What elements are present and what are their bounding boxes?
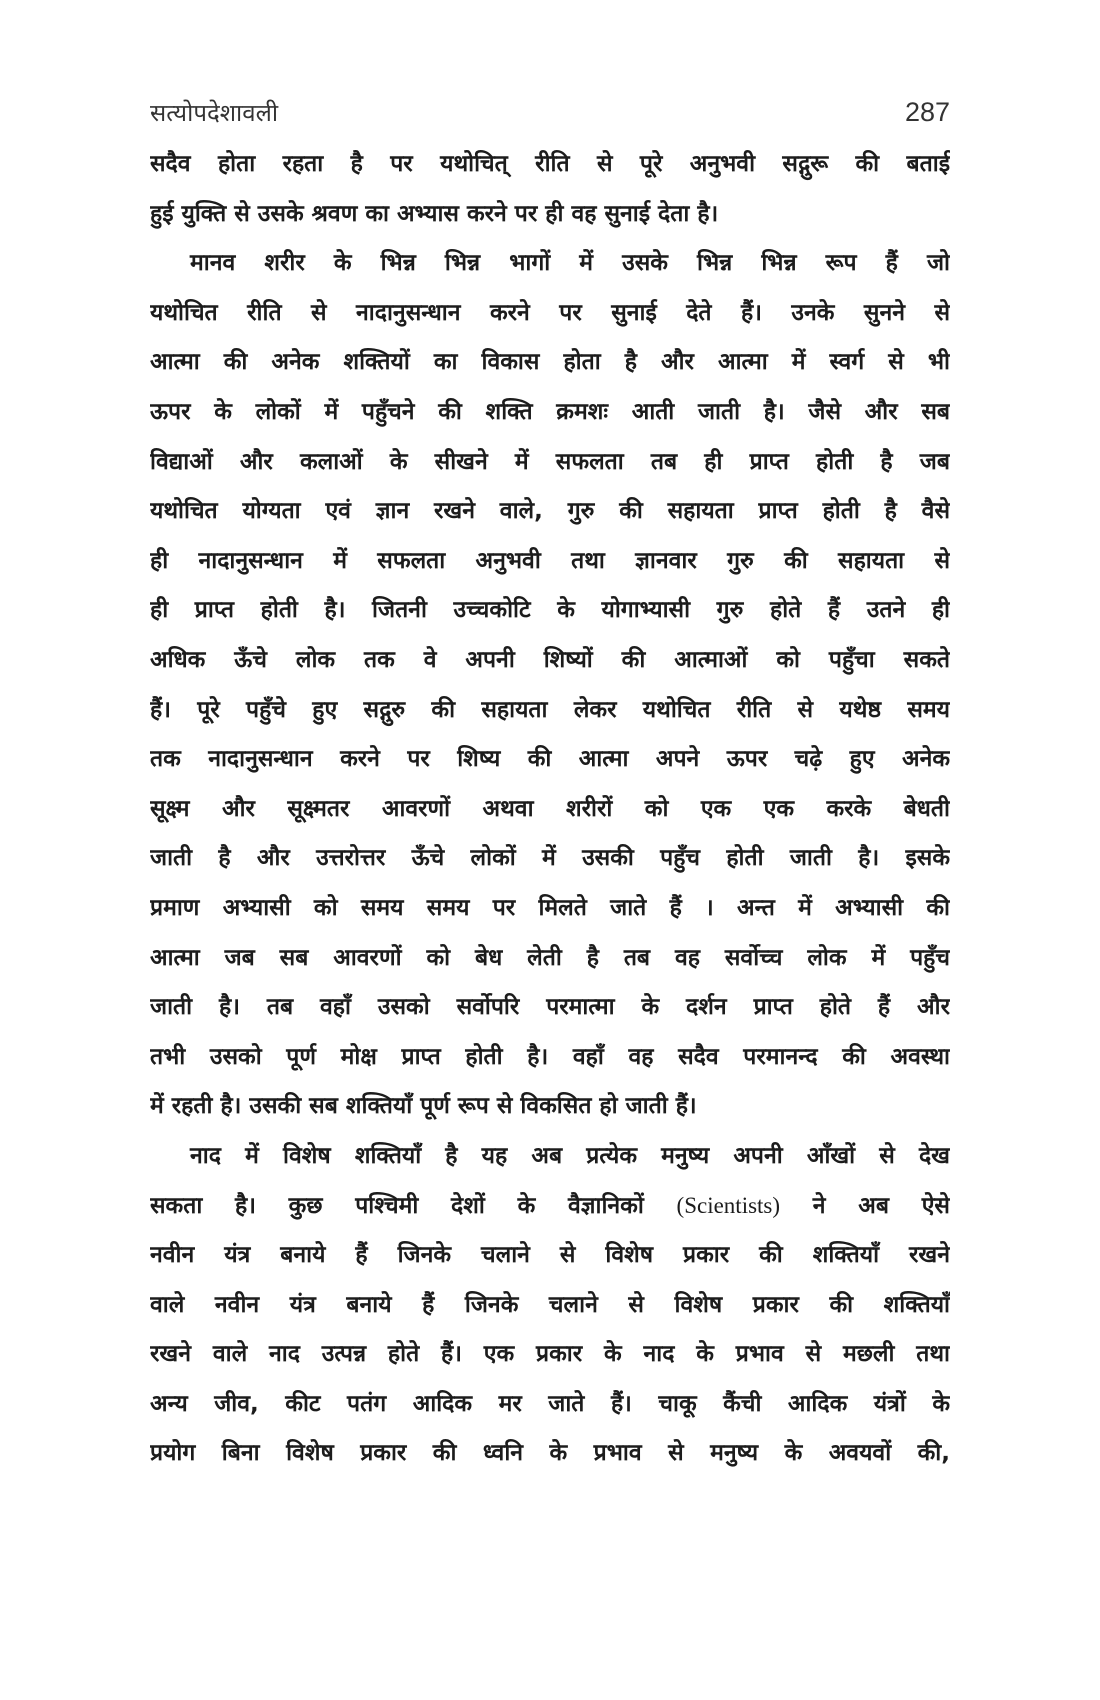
text-line: ही नादानुसन्धान में सफलता अनुभवी तथा ज्ञानवार गुरु की सहायता से [150,547,950,574]
latin-term: (Scientists) [676,1193,781,1219]
text-line: अधिक ऊँचे लोक तक वे अपनी शिष्यों की आत्माओं को पहुँचा सकते [150,646,950,673]
text-line: वाले नवीन यंत्र बनाये हैं जिनके चलाने से विशेष प्रकार की शक्तियाँ [150,1291,950,1318]
text-line: सूक्ष्म और सूक्ष्मतर आवरणों अथवा शरीरों को एक एक करके बेधती [150,795,950,822]
text-line: रखने वाले नाद उत्पन्न होते हैं। एक प्रकार के नाद के प्रभाव से मछली तथा [150,1341,950,1368]
text-line: हुई युक्ति से उसके श्रवण का अभ्यास करने पर ही वह सुनाई देता है। [150,200,719,227]
text-line: विद्याओं और कलाओं के सीखने में सफलता तब ही प्राप्त होती है जब [150,448,950,475]
text-line: तक नादानुसन्धान करने पर शिष्य की आत्मा अपने ऊपर चढ़े हुए अनेक [150,746,950,773]
text-line: जाती है। तब वहाँ उसको सर्वोपरि परमात्मा के दर्शन प्राप्त होते हैं और [150,994,950,1021]
text-segment: ने अब ऐसे [812,1193,950,1220]
text-line: यथोचित रीति से नादानुसन्धान करने पर सुनाई देते हैं। उनके सुनने से [150,299,950,326]
text-line: यथोचित योग्यता एवं ज्ञान रखने वाले, गुरु की सहायता प्राप्त होती है वैसे [150,498,950,525]
text-line: नवीन यंत्र बनाये हैं जिनके चलाने से विशेष प्रकार की शक्तियाँ रखने [150,1242,950,1269]
text-line: ऊपर के लोकों में पहुँचने की शक्ति क्रमशः आती जाती है। जैसे और सब [150,398,950,425]
text-line: सदैव होता रहता है पर यथोचित् रीति से पूरे अनुभवी सद्गुरू की बताई [150,151,950,177]
text-line: तभी उसको पूर्ण मोक्ष प्राप्त होती है। वहाँ वह सदैव परमानन्द की अवस्था [150,1043,950,1070]
text-line: प्रयोग बिना विशेष प्रकार की ध्वनि के प्रभाव से मनुष्य के अवयवों की, [150,1440,950,1467]
running-head [150,92,950,132]
text-line: आत्मा की अनेक शक्तियों का विकास होता है और आत्मा में स्वर्ग से भी [150,349,950,376]
text-segment: सकता है। कुछ पश्चिमी देशों के वैज्ञानिकों [150,1193,644,1220]
text-line: मानव शरीर के भिन्न भिन्न भागों में उसके भिन्न भिन्न रूप हैं जो [190,250,950,277]
text-line-mixed [150,1181,950,1231]
running-title: सत्योपदेशावली [150,98,279,127]
text-line: में रहती है। उसकी सब शक्तियाँ पूर्ण रूप से विकसित हो जाती हैं। [150,1093,697,1120]
text-line: ही प्राप्त होती है। जितनी उच्चकोटि के योगाभ्यासी गुरु होते हैं उतने ही [150,597,950,624]
text-line: नाद में विशेष शक्तियाँ है यह अब प्रत्येक मनुष्य अपनी आँखों से देख [190,1142,950,1169]
text-line: प्रमाण अभ्यासी को समय समय पर मिलते जाते हैं । अन्त में अभ्यासी की [150,894,950,921]
text-line: आत्मा जब सब आवरणों को बेध लेती है तब वह सर्वोच्च लोक में पहुँच [150,944,950,971]
text-line: अन्य जीव, कीट पतंग आदिक मर जाते हैं। चाकू कैंची आदिक यंत्रों के [150,1390,950,1417]
body-text [150,140,950,1479]
text-line: हैं। पूरे पहुँचे हुए सद्गुरु की सहायता लेकर यथोचित रीति से यथेष्ठ समय [150,696,950,723]
text-line: जाती है और उत्तरोत्तर ऊँचे लोकों में उसकी पहुँच होती जाती है। इसके [150,845,950,872]
page-number: 287 [904,96,950,127]
